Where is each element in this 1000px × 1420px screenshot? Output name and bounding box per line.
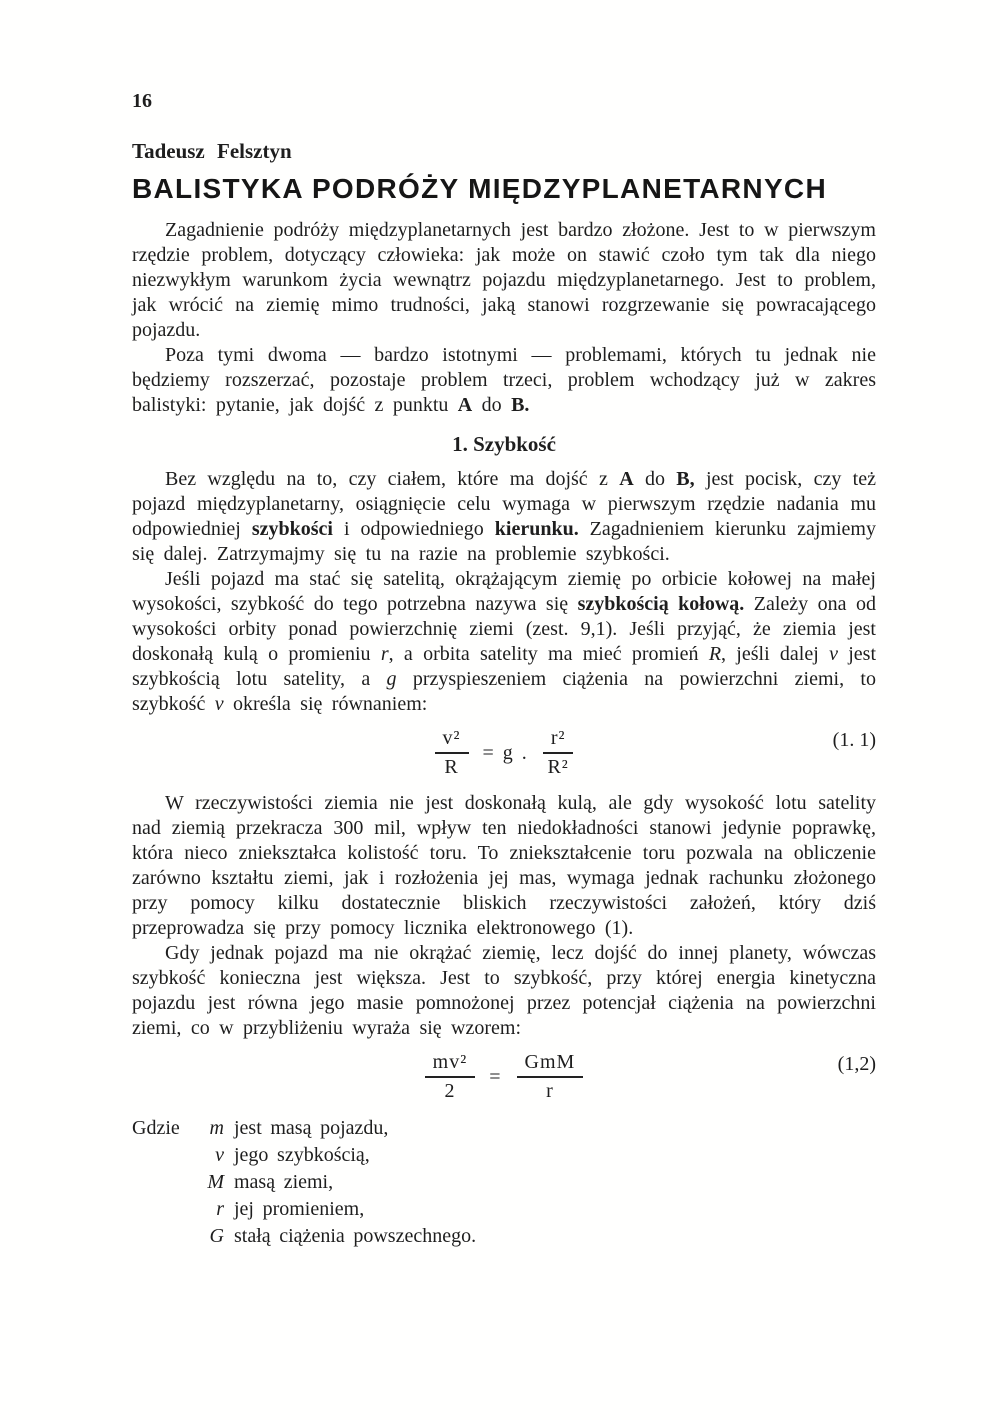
equation-1-1-operator: = g .: [482, 741, 529, 764]
definition-item: [132, 1115, 876, 1142]
text-run: , a orbita satelity ma mieć promień: [388, 643, 709, 665]
text-run: i odpowiedniego: [332, 518, 495, 540]
italic-variable: v: [829, 643, 838, 665]
page-title: BALISTYKA PODRÓŻY MIĘDZYPLANETARNYCH: [132, 173, 827, 204]
definition-lead-spacer: [132, 1223, 198, 1250]
text-run: Poza tymi dwoma — bardzo istotnymi — problemami, których tu jednak nie będziemy rozszerzać, pozostaje problem trzeci, problem wchodzący już w zakres balistyki: pytanie, jak dojść z punktu: [132, 344, 876, 416]
definition-item: [132, 1142, 876, 1169]
fraction-denominator: R: [444, 756, 459, 778]
equation-1-2: [132, 1049, 876, 1105]
variable-symbol: r: [216, 1198, 224, 1220]
text-run: W rzeczywistości ziemia nie jest doskonałą kulą, ale gdy wysokość lotu satelity nad ziemią przekracza 300 mil, wpływ ten niedokładności stanowi jedynie poprawkę, która nieco zniekształca kolistość toru. To zniekształcenie toru pozwala na obliczenie zarówno kształtu ziemi, jak i rozłożenia jej mas, wymaga jednak rachunku złożonego przy pomocy kilku dostatecznie bliskich rzeczywistości założeń, który dziś przeprowadza się przy pomocy licznika elektronowego (1).: [132, 792, 876, 939]
bold-term: szybkością kołową.: [577, 593, 745, 615]
author-name: Tadeusz Felsztyn: [132, 139, 292, 163]
bold-term: B,: [676, 468, 695, 490]
text-run: jest pocisk, czy też pojazd międzyplanetarny, osiągnięcie celu wymaga w pierwszym rzędzie nadania mu odpowiedniej: [132, 468, 876, 540]
text-run: Zagadnienie podróży międzyplanetarnych jest bardzo złożone. Jest to w pierwszym rzędzie problem, dotyczący człowieka: jak może on stawić czoło tym tak dla niego niezwykłym warunkom życia wewnątrz pojazdu międzyplanetarnego. Jest to problem, jak wrócić na ziemię mimo trudności, jaką stanowi rozgrzewanie się powracającego pojazdu.: [132, 219, 876, 341]
variable-description: masą ziemi,: [234, 1171, 334, 1193]
text-run: Zagadnieniem kierunku zajmiemy się dalej. Zatrzymajmy się tu na razie na problemie szybkości.: [132, 518, 876, 565]
definition-item: [132, 1196, 876, 1223]
variable-symbol: M: [207, 1171, 224, 1193]
italic-variable: g: [386, 668, 397, 690]
text-run: przyspieszeniem ciążenia na powierzchni ziemi, to szybkość: [132, 668, 876, 715]
text-run: Bez względu na to, czy ciałem, które ma dojść z: [165, 468, 620, 490]
variable-description: jego szybkością,: [234, 1144, 370, 1166]
italic-variable: r: [380, 643, 389, 665]
equation-1-2-left-fraction: [425, 1051, 476, 1103]
definition-item: [132, 1169, 876, 1196]
definition-lead: Gdzie: [132, 1117, 180, 1139]
text-run: do: [633, 468, 677, 490]
variable-symbol: G: [209, 1225, 224, 1247]
variable-symbol: v: [215, 1144, 224, 1166]
section-heading: 1. Szybkość: [452, 432, 556, 456]
definition-item: [132, 1223, 876, 1250]
variable-symbol: m: [209, 1117, 224, 1139]
bold-term: szybkości: [251, 518, 333, 540]
italic-variable: v: [214, 693, 224, 715]
equation-1-1-right-fraction: [543, 727, 574, 779]
paragraph-earth-shape: [132, 791, 876, 941]
fraction-denominator: R²: [547, 756, 569, 778]
text-run: jest szybkością lotu satelity, a: [132, 643, 877, 690]
text-run: Jeśli pojazd ma stać się satelitą, okrążającym ziemię po orbicie kołowej na małej wysokości, szybkość do tego potrzebna nazywa się: [132, 568, 876, 615]
variable-description: jest masą pojazdu,: [234, 1117, 389, 1139]
bold-term: A: [457, 394, 473, 416]
equation-1-1: [132, 725, 876, 781]
paragraph-speed-2: [132, 567, 876, 717]
bold-term: A: [619, 468, 634, 490]
definition-lead-spacer: [132, 1169, 198, 1196]
equation-1-2-label: (1,2): [837, 1053, 876, 1075]
paragraph-intro-2: [132, 343, 876, 418]
text-run: do: [472, 394, 512, 416]
equation-1-1-label: (1. 1): [832, 729, 876, 751]
text-run: , jeśli dalej: [721, 643, 830, 665]
equation-1-1-left-fraction: [435, 727, 469, 779]
bold-term: B.: [511, 394, 530, 416]
equation-1-2-right-fraction: [517, 1051, 584, 1103]
variable-definitions-list: [132, 1115, 876, 1250]
paragraph-intro-1: [132, 218, 876, 343]
fraction-numerator: GmM: [517, 1051, 584, 1078]
bold-term: kierunku.: [494, 518, 579, 540]
paragraph-escape-speed: [132, 941, 876, 1041]
fraction-numerator: mv²: [425, 1051, 476, 1078]
definition-lead-spacer: [132, 1142, 198, 1169]
fraction-denominator: r: [546, 1080, 554, 1102]
page-number: 16: [132, 90, 152, 112]
text-run: określa się równaniem:: [223, 693, 428, 715]
variable-description: stałą ciążenia powszechnego.: [234, 1225, 477, 1247]
paragraph-speed-1: [132, 467, 876, 567]
text-run: Zależy ona od wysokości orbity ponad powierzchnię ziemi (zest. 9,1). Jeśli przyjąć, że ziemia jest doskonałą kulą o promieniu: [132, 593, 876, 665]
definition-lead-spacer: [132, 1196, 198, 1223]
fraction-numerator: v²: [435, 727, 469, 754]
fraction-denominator: 2: [444, 1080, 456, 1102]
equation-1-2-operator: =: [489, 1065, 503, 1088]
fraction-numerator: r²: [543, 727, 574, 754]
variable-description: jej promieniem,: [234, 1198, 365, 1220]
text-run: Gdy jednak pojazd ma nie okrążać ziemię, lecz dojść do innej planety, wówczas szybkość konieczna jest większa. Jest to szybkość, przy której energia kinetyczna pojazdu jest równa jego masie pomnożonej przez potencjał ciążenia na powierzchni ziemi, co w przybliżeniu wyraża się wzorem:: [132, 942, 876, 1039]
italic-variable: R: [708, 643, 722, 665]
